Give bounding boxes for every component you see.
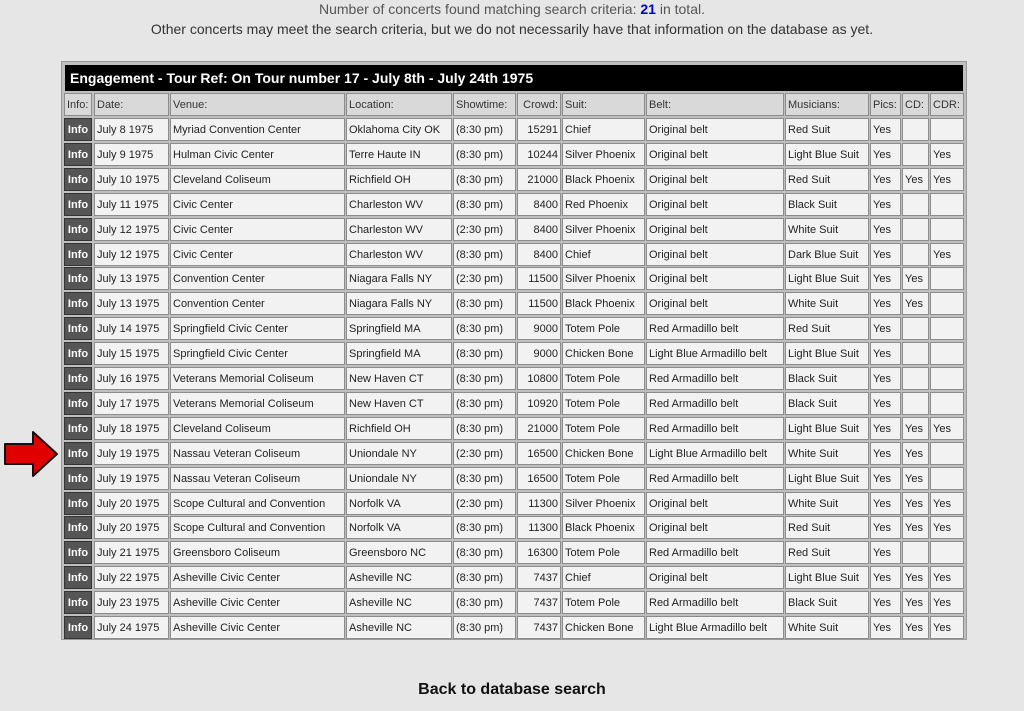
cell-venue: Myriad Convention Center — [170, 118, 345, 141]
cell-belt: Original belt — [646, 267, 784, 290]
cell-cd — [902, 218, 929, 241]
cell-pics: Yes — [870, 541, 901, 564]
cell-cd — [902, 193, 929, 216]
cell-pics: Yes — [870, 566, 901, 589]
info-button[interactable]: Info — [64, 566, 92, 589]
info-button[interactable]: Info — [64, 367, 92, 390]
cell-musicians: Light Blue Suit — [785, 467, 869, 490]
header-showtime: Showtime: — [453, 93, 516, 116]
cell-showtime: (2:30 pm) — [453, 267, 516, 290]
cell-showtime: (8:30 pm) — [453, 516, 516, 539]
header-crowd: Crowd: — [517, 93, 561, 116]
cell-belt: Original belt — [646, 143, 784, 166]
results-count: 21 — [640, 1, 656, 17]
cell-venue: Springfield Civic Center — [170, 317, 345, 340]
cell-suit: Chicken Bone — [562, 342, 645, 365]
cell-location: Uniondale NY — [346, 442, 452, 465]
info-button[interactable]: Info — [64, 516, 92, 539]
cell-crowd: 11500 — [517, 292, 561, 315]
cell-venue: Nassau Veteran Coliseum — [170, 442, 345, 465]
cell-pics: Yes — [870, 342, 901, 365]
cell-suit: Red Phoenix — [562, 193, 645, 216]
cell-crowd: 10800 — [517, 367, 561, 390]
cell-date: July 17 1975 — [94, 392, 169, 415]
cell-cdr — [930, 193, 964, 216]
cell-cd: Yes — [902, 467, 929, 490]
info-button[interactable]: Info — [64, 193, 92, 216]
cell-date: July 19 1975 — [94, 442, 169, 465]
cell-showtime: (8:30 pm) — [453, 143, 516, 166]
cell-date: July 21 1975 — [94, 541, 169, 564]
cell-suit: Chicken Bone — [562, 616, 645, 639]
info-button[interactable]: Info — [64, 616, 92, 639]
cell-belt: Red Armadillo belt — [646, 541, 784, 564]
cell-showtime: (8:30 pm) — [453, 292, 516, 315]
cell-crowd: 7437 — [517, 566, 561, 589]
cell-belt: Original belt — [646, 243, 784, 266]
cell-showtime: (2:30 pm) — [453, 442, 516, 465]
cell-location: Springfield MA — [346, 317, 452, 340]
cell-musicians: Black Suit — [785, 367, 869, 390]
cell-pics: Yes — [870, 193, 901, 216]
cell-venue: Civic Center — [170, 243, 345, 266]
cell-location: Asheville NC — [346, 591, 452, 614]
cell-cdr — [930, 118, 964, 141]
cell-location: Norfolk VA — [346, 492, 452, 515]
cell-cdr: Yes — [930, 516, 964, 539]
cell-musicians: Red Suit — [785, 118, 869, 141]
cell-cdr — [930, 342, 964, 365]
cell-pics: Yes — [870, 143, 901, 166]
cell-showtime: (8:30 pm) — [453, 541, 516, 564]
cell-venue: Civic Center — [170, 193, 345, 216]
results-summary — [0, 1, 1024, 17]
cell-suit: Silver Phoenix — [562, 267, 645, 290]
cell-venue: Convention Center — [170, 267, 345, 290]
cell-venue: Greensboro Coliseum — [170, 541, 345, 564]
cell-showtime: (8:30 pm) — [453, 467, 516, 490]
cell-cd: Yes — [902, 516, 929, 539]
header-location: Location: — [346, 93, 452, 116]
cell-date: July 16 1975 — [94, 367, 169, 390]
info-button[interactable]: Info — [64, 218, 92, 241]
cell-crowd: 15291 — [517, 118, 561, 141]
cell-cd: Yes — [902, 492, 929, 515]
summary-suffix: in total. — [659, 1, 705, 17]
cell-location: Richfield OH — [346, 417, 452, 440]
cell-suit: Chief — [562, 243, 645, 266]
cell-date: July 13 1975 — [94, 292, 169, 315]
cell-date: July 15 1975 — [94, 342, 169, 365]
cell-cd — [902, 118, 929, 141]
cell-suit: Totem Pole — [562, 467, 645, 490]
cell-belt: Red Armadillo belt — [646, 591, 784, 614]
cell-venue: Convention Center — [170, 292, 345, 315]
cell-crowd: 11300 — [517, 492, 561, 515]
cell-cd — [902, 317, 929, 340]
results-note: Other concerts may meet the search criteria, but we do not necessarily have that information on the database as yet. — [150, 21, 874, 37]
cell-cdr: Yes — [930, 417, 964, 440]
cell-venue: Cleveland Coliseum — [170, 168, 345, 191]
cell-suit: Silver Phoenix — [562, 218, 645, 241]
cell-musicians: Light Blue Suit — [785, 417, 869, 440]
cell-crowd: 8400 — [517, 193, 561, 216]
cell-musicians: Light Blue Suit — [785, 267, 869, 290]
cell-musicians: Black Suit — [785, 392, 869, 415]
cell-suit: Chicken Bone — [562, 442, 645, 465]
cell-pics: Yes — [870, 218, 901, 241]
cell-belt: Red Armadillo belt — [646, 317, 784, 340]
cell-pics: Yes — [870, 168, 901, 191]
info-button[interactable]: Info — [64, 118, 92, 141]
cell-crowd: 10920 — [517, 392, 561, 415]
cell-location: Richfield OH — [346, 168, 452, 191]
cell-pics: Yes — [870, 243, 901, 266]
cell-showtime: (8:30 pm) — [453, 392, 516, 415]
cell-date: July 23 1975 — [94, 591, 169, 614]
header-pics: Pics: — [870, 93, 901, 116]
cell-cdr — [930, 218, 964, 241]
cell-cdr: Yes — [930, 492, 964, 515]
cell-musicians: Red Suit — [785, 317, 869, 340]
cell-belt: Red Armadillo belt — [646, 392, 784, 415]
cell-showtime: (8:30 pm) — [453, 566, 516, 589]
info-button[interactable]: Info — [64, 492, 92, 515]
info-button[interactable]: Info — [64, 317, 92, 340]
cell-showtime: (2:30 pm) — [453, 218, 516, 241]
cell-suit: Totem Pole — [562, 367, 645, 390]
cell-crowd: 16300 — [517, 541, 561, 564]
cell-date: July 24 1975 — [94, 616, 169, 639]
cell-venue: Veterans Memorial Coliseum — [170, 392, 345, 415]
cell-musicians: White Suit — [785, 616, 869, 639]
cell-showtime: (8:30 pm) — [453, 118, 516, 141]
cell-showtime: (8:30 pm) — [453, 317, 516, 340]
cell-cdr — [930, 317, 964, 340]
cell-crowd: 8400 — [517, 243, 561, 266]
info-button[interactable]: Info — [64, 392, 92, 415]
info-button[interactable]: Info — [64, 143, 92, 166]
cell-cdr — [930, 392, 964, 415]
cell-showtime: (8:30 pm) — [453, 616, 516, 639]
cell-pics: Yes — [870, 367, 901, 390]
cell-venue: Scope Cultural and Convention — [170, 516, 345, 539]
cell-belt: Original belt — [646, 292, 784, 315]
cell-belt: Original belt — [646, 218, 784, 241]
cell-showtime: (8:30 pm) — [453, 342, 516, 365]
cell-pics: Yes — [870, 591, 901, 614]
cell-cd: Yes — [902, 417, 929, 440]
cell-crowd: 16500 — [517, 467, 561, 490]
cell-crowd: 10244 — [517, 143, 561, 166]
cell-crowd: 7437 — [517, 616, 561, 639]
cell-belt: Light Blue Armadillo belt — [646, 342, 784, 365]
cell-location: New Haven CT — [346, 392, 452, 415]
cell-pics: Yes — [870, 467, 901, 490]
cell-date: July 10 1975 — [94, 168, 169, 191]
cell-showtime: (8:30 pm) — [453, 168, 516, 191]
cell-pics: Yes — [870, 417, 901, 440]
cell-belt: Original belt — [646, 492, 784, 515]
cell-crowd: 16500 — [517, 442, 561, 465]
cell-cdr — [930, 367, 964, 390]
cell-belt: Original belt — [646, 516, 784, 539]
cell-location: Springfield MA — [346, 342, 452, 365]
cell-cd: Yes — [902, 591, 929, 614]
cell-cdr — [930, 467, 964, 490]
info-button[interactable]: Info — [64, 541, 92, 564]
cell-location: Terre Haute IN — [346, 143, 452, 166]
cell-date: July 12 1975 — [94, 243, 169, 266]
cell-musicians: White Suit — [785, 218, 869, 241]
cell-cdr — [930, 267, 964, 290]
cell-location: Niagara Falls NY — [346, 292, 452, 315]
cell-cdr: Yes — [930, 616, 964, 639]
cell-date: July 18 1975 — [94, 417, 169, 440]
info-button[interactable]: Info — [64, 342, 92, 365]
cell-pics: Yes — [870, 317, 901, 340]
cell-cdr: Yes — [930, 591, 964, 614]
cell-venue: Hulman Civic Center — [170, 143, 345, 166]
cell-crowd: 11500 — [517, 267, 561, 290]
info-button[interactable]: Info — [64, 417, 92, 440]
cell-cd — [902, 342, 929, 365]
cell-location: Oklahoma City OK — [346, 118, 452, 141]
cell-venue: Springfield Civic Center — [170, 342, 345, 365]
info-button[interactable]: Info — [64, 292, 92, 315]
info-button[interactable]: Info — [64, 243, 92, 266]
cell-crowd: 21000 — [517, 168, 561, 191]
header-cd: CD: — [902, 93, 929, 116]
cell-suit: Silver Phoenix — [562, 143, 645, 166]
cell-date: July 13 1975 — [94, 267, 169, 290]
cell-date: July 9 1975 — [94, 143, 169, 166]
cell-crowd: 8400 — [517, 218, 561, 241]
cell-date: July 12 1975 — [94, 218, 169, 241]
cell-location: Charleston WV — [346, 243, 452, 266]
cell-musicians: Dark Blue Suit — [785, 243, 869, 266]
cell-pics: Yes — [870, 616, 901, 639]
header-belt: Belt: — [646, 93, 784, 116]
header-suit: Suit: — [562, 93, 645, 116]
cell-belt: Red Armadillo belt — [646, 367, 784, 390]
header-date: Date: — [94, 93, 169, 116]
header-venue: Venue: — [170, 93, 345, 116]
cell-belt: Original belt — [646, 193, 784, 216]
cell-pics: Yes — [870, 492, 901, 515]
cell-pics: Yes — [870, 392, 901, 415]
cell-cd — [902, 541, 929, 564]
cell-suit: Black Phoenix — [562, 292, 645, 315]
cell-showtime: (8:30 pm) — [453, 193, 516, 216]
cell-date: July 19 1975 — [94, 467, 169, 490]
cell-cd — [902, 143, 929, 166]
cell-cd: Yes — [902, 267, 929, 290]
table-title: Engagement - Tour Ref: On Tour number 17 - July 8th - July 24th 1975 — [65, 65, 963, 91]
cell-belt: Red Armadillo belt — [646, 467, 784, 490]
cell-belt: Original belt — [646, 118, 784, 141]
cell-musicians: Light Blue Suit — [785, 143, 869, 166]
cell-suit: Totem Pole — [562, 591, 645, 614]
info-button[interactable]: Info — [64, 168, 92, 191]
cell-suit: Totem Pole — [562, 541, 645, 564]
cell-crowd: 7437 — [517, 591, 561, 614]
cell-belt: Original belt — [646, 566, 784, 589]
cell-pics: Yes — [870, 292, 901, 315]
cell-venue: Asheville Civic Center — [170, 591, 345, 614]
cell-cdr: Yes — [930, 168, 964, 191]
cell-venue: Asheville Civic Center — [170, 566, 345, 589]
cell-pics: Yes — [870, 516, 901, 539]
cell-date: July 22 1975 — [94, 566, 169, 589]
cell-suit: Totem Pole — [562, 392, 645, 415]
cell-date: July 11 1975 — [94, 193, 169, 216]
cell-suit: Black Phoenix — [562, 168, 645, 191]
cell-showtime: (8:30 pm) — [453, 367, 516, 390]
cell-cd — [902, 392, 929, 415]
cell-cdr: Yes — [930, 566, 964, 589]
cell-showtime: (8:30 pm) — [453, 243, 516, 266]
cell-cdr: Yes — [930, 243, 964, 266]
cell-suit: Chief — [562, 566, 645, 589]
cell-showtime: (2:30 pm) — [453, 492, 516, 515]
red-arrow-icon — [3, 430, 59, 478]
concerts-table — [61, 61, 967, 640]
cell-musicians: White Suit — [785, 492, 869, 515]
cell-location: Charleston WV — [346, 218, 452, 241]
cell-pics: Yes — [870, 442, 901, 465]
info-button[interactable]: Info — [64, 267, 92, 290]
info-button[interactable]: Info — [64, 591, 92, 614]
cell-location: Greensboro NC — [346, 541, 452, 564]
cell-suit: Chief — [562, 118, 645, 141]
cell-location: New Haven CT — [346, 367, 452, 390]
cell-crowd: 9000 — [517, 317, 561, 340]
cell-location: Niagara Falls NY — [346, 267, 452, 290]
cell-suit: Black Phoenix — [562, 516, 645, 539]
cell-cd: Yes — [902, 616, 929, 639]
cell-suit: Silver Phoenix — [562, 492, 645, 515]
cell-cd: Yes — [902, 292, 929, 315]
cell-venue: Asheville Civic Center — [170, 616, 345, 639]
cell-musicians: Red Suit — [785, 168, 869, 191]
cell-showtime: (8:30 pm) — [453, 591, 516, 614]
cell-pics: Yes — [870, 267, 901, 290]
cell-venue: Civic Center — [170, 218, 345, 241]
cell-cdr: Yes — [930, 143, 964, 166]
cell-showtime: (8:30 pm) — [453, 417, 516, 440]
cell-musicians: White Suit — [785, 292, 869, 315]
cell-cdr — [930, 541, 964, 564]
cell-date: July 20 1975 — [94, 492, 169, 515]
cell-musicians: Black Suit — [785, 193, 869, 216]
cell-location: Asheville NC — [346, 616, 452, 639]
cell-belt: Light Blue Armadillo belt — [646, 442, 784, 465]
cell-musicians: White Suit — [785, 442, 869, 465]
cell-crowd: 9000 — [517, 342, 561, 365]
cell-date: July 14 1975 — [94, 317, 169, 340]
cell-cd: Yes — [902, 442, 929, 465]
header-info: Info: — [64, 93, 92, 116]
cell-date: July 8 1975 — [94, 118, 169, 141]
cell-musicians: Black Suit — [785, 591, 869, 614]
cell-musicians: Light Blue Suit — [785, 566, 869, 589]
header-musicians: Musicians: — [785, 93, 869, 116]
cell-cd: Yes — [902, 168, 929, 191]
cell-suit: Totem Pole — [562, 417, 645, 440]
info-button[interactable]: Info — [64, 467, 92, 490]
cell-venue: Nassau Veteran Coliseum — [170, 467, 345, 490]
cell-venue: Veterans Memorial Coliseum — [170, 367, 345, 390]
info-button[interactable]: Info — [64, 442, 92, 465]
cell-crowd: 11300 — [517, 516, 561, 539]
cell-crowd: 21000 — [517, 417, 561, 440]
cell-location: Charleston WV — [346, 193, 452, 216]
cell-location: Asheville NC — [346, 566, 452, 589]
cell-suit: Totem Pole — [562, 317, 645, 340]
cell-belt: Original belt — [646, 168, 784, 191]
cell-belt: Red Armadillo belt — [646, 417, 784, 440]
cell-venue: Scope Cultural and Convention — [170, 492, 345, 515]
back-to-search-link[interactable]: Back to database search — [418, 681, 606, 698]
cell-pics: Yes — [870, 118, 901, 141]
cell-cdr — [930, 292, 964, 315]
cell-venue: Cleveland Coliseum — [170, 417, 345, 440]
cell-musicians: Red Suit — [785, 541, 869, 564]
cell-cd — [902, 367, 929, 390]
summary-prefix: Number of concerts found matching search criteria: — [319, 1, 637, 17]
header-cdr: CDR: — [930, 93, 964, 116]
cell-date: July 20 1975 — [94, 516, 169, 539]
cell-cd — [902, 243, 929, 266]
cell-location: Uniondale NY — [346, 467, 452, 490]
cell-location: Norfolk VA — [346, 516, 452, 539]
cell-musicians: Light Blue Suit — [785, 342, 869, 365]
cell-cdr — [930, 442, 964, 465]
cell-musicians: Red Suit — [785, 516, 869, 539]
cell-cd: Yes — [902, 566, 929, 589]
cell-belt: Light Blue Armadillo belt — [646, 616, 784, 639]
